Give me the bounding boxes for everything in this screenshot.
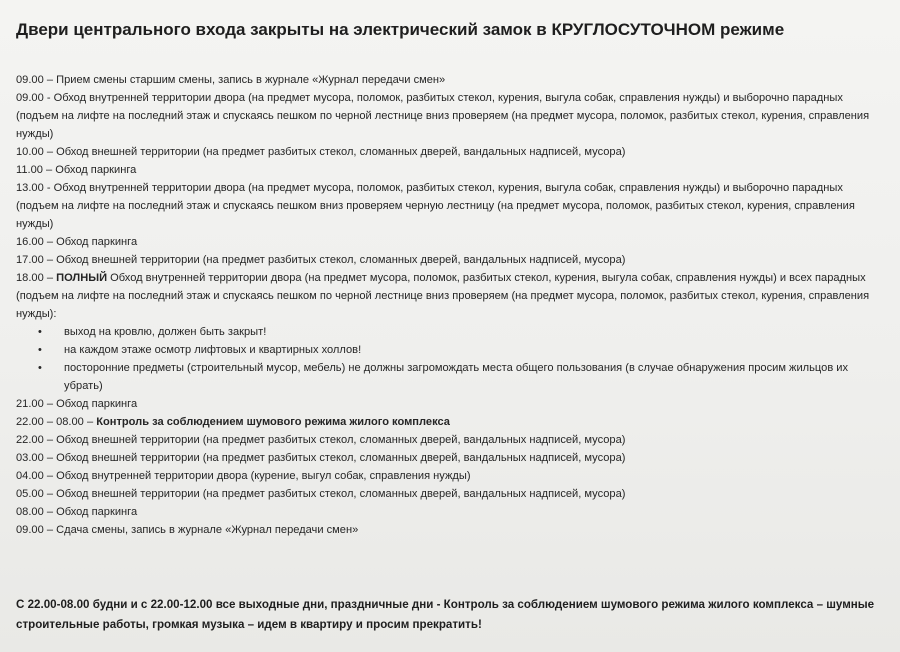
- entry-text: – Прием смены старшим смены, запись в журнале «Журнал передачи смен»: [43, 74, 446, 86]
- entry-time: 18.00: [16, 272, 44, 284]
- schedule-entry: [16, 71, 888, 89]
- noise-control-label: Контроль за соблюдением шумового режима жилого комплекса: [96, 416, 450, 428]
- schedule-entry: [16, 521, 888, 539]
- entry-time: 09.00: [16, 92, 44, 104]
- check-text: выход на кровлю, должен быть закрыт!: [64, 326, 267, 338]
- morning-entries: [16, 71, 888, 269]
- entry-text: – Обход внешней территории (на предмет разбитых стекол, сломанных дверей, вандальных надписей, мусора): [43, 254, 626, 266]
- entry-time: 21.00: [16, 398, 44, 410]
- schedule-list: [16, 71, 888, 539]
- noise-control-entry: [16, 413, 888, 431]
- full-round-label: ПОЛНЫЙ: [56, 272, 108, 284]
- check-item: [38, 359, 888, 395]
- schedule-entry: [16, 89, 888, 143]
- entry-time: 16.00: [16, 236, 44, 248]
- entry-time: 11.00: [16, 164, 43, 176]
- entry-time: 13.00: [16, 182, 44, 194]
- bullet-icon: •: [38, 344, 42, 356]
- schedule-entry: [16, 143, 888, 161]
- schedule-entry: [16, 395, 888, 413]
- schedule-entry: [16, 251, 888, 269]
- schedule-entry: [16, 467, 888, 485]
- entry-dash: –: [43, 272, 57, 284]
- schedule-entry: [16, 233, 888, 251]
- schedule-entry: [16, 485, 888, 503]
- checklist: [16, 323, 888, 395]
- entry-time: 03.00: [16, 452, 44, 464]
- entry-time: 09.00: [16, 524, 44, 536]
- entry-text: - Обход внутренней территории двора (на предмет мусора, поломок, разбитых стекол, курения, выгула собак, справления нужды) и выборочно парадных (подъем на лифте на последний этаж и спускаясь пешком по черной лестнице вниз проверяем (на предмет мусора, поломок, разбитых стекол, курения, справления нужды): [16, 92, 870, 140]
- night-entries: [16, 431, 888, 539]
- schedule-entry: [16, 161, 888, 179]
- entry-text: – Сдача смены, запись в журнале «Журнал передачи смен»: [43, 524, 359, 536]
- entry-time: 09.00: [16, 74, 44, 86]
- entry-text: – Обход паркинга: [43, 236, 138, 248]
- entry-time: 05.00: [16, 488, 44, 500]
- check-text: на каждом этаже осмотр лифтовых и квартирных холлов!: [64, 344, 362, 356]
- entry-time: 08.00: [16, 506, 44, 518]
- entry-time: 17.00: [16, 254, 44, 266]
- entry-time: 04.00: [16, 470, 44, 482]
- check-item: [38, 341, 888, 359]
- check-item: [38, 323, 888, 341]
- entry-text: Обход внутренней территории двора (на предмет мусора, поломок, разбитых стекол, курения, выгула собак, справления нужды) и всех парадных (подъем на лифте на последний этаж и спускаясь пешком по черной лестнице вниз проверяем (на предмет мусора, поломок, разбитых стекол, курения, справления нужды):: [16, 272, 870, 320]
- entry-time: 22.00 – 08.00: [16, 416, 84, 428]
- entry-dash: –: [83, 416, 97, 428]
- entry-text: – Обход внешней территории (на предмет разбитых стекол, сломанных дверей, вандальных надписей, мусора): [43, 488, 626, 500]
- bullet-icon: •: [38, 326, 42, 338]
- entry-time: 22.00: [16, 434, 44, 446]
- full-round-entry: [16, 269, 888, 323]
- entry-text: – Обход внешней территории (на предмет разбитых стекол, сломанных дверей, вандальных надписей, мусора): [43, 146, 626, 158]
- entry-text: – Обход внутренней территории двора (курение, выгул собак, справления нужды): [43, 470, 471, 482]
- check-text: посторонние предметы (строительный мусор, мебель) не должны загромождать места общего пользования (в случае обнаружения просим жильцов их убрать): [64, 362, 849, 392]
- schedule-entry: [16, 503, 888, 521]
- entry-text: – Обход внешней территории (на предмет разбитых стекол, сломанных дверей, вандальных надписей, мусора): [43, 452, 626, 464]
- entry-time: 10.00: [16, 146, 44, 158]
- schedule-entry: [16, 179, 888, 233]
- schedule-entry: [16, 431, 888, 449]
- entry-text: – Обход паркинга: [43, 506, 138, 518]
- entry-text: – Обход паркинга: [43, 398, 138, 410]
- entry-text: – Обход паркинга: [42, 164, 137, 176]
- noise-footer-note: С 22.00-08.00 будни и с 22.00-12.00 все выходные дни, праздничные дни - Контроль за соблюдением шумового режима жилого комплекса – шумные строительные работы, громкая музыка – идем в квартиру и просим прекратить!: [16, 598, 875, 631]
- bullet-icon: •: [38, 362, 42, 374]
- entry-text: – Обход внешней территории (на предмет разбитых стекол, сломанных дверей, вандальных надписей, мусора): [43, 434, 626, 446]
- schedule-entry: [16, 449, 888, 467]
- notice-title: Двери центрального входа закрыты на электрический замок в КРУГЛОСУТОЧНОМ режиме: [16, 20, 785, 39]
- entry-text: - Обход внутренней территории двора (на предмет мусора, поломок, разбитых стекол, курения, выгула собак, справления нужды) и выборочно парадных (подъем на лифте на последний этаж и спускаясь пешком вниз проверяем черную лестницу (на предмет мусора, поломок, разбитых стекол, курения, справления нужды): [16, 182, 855, 230]
